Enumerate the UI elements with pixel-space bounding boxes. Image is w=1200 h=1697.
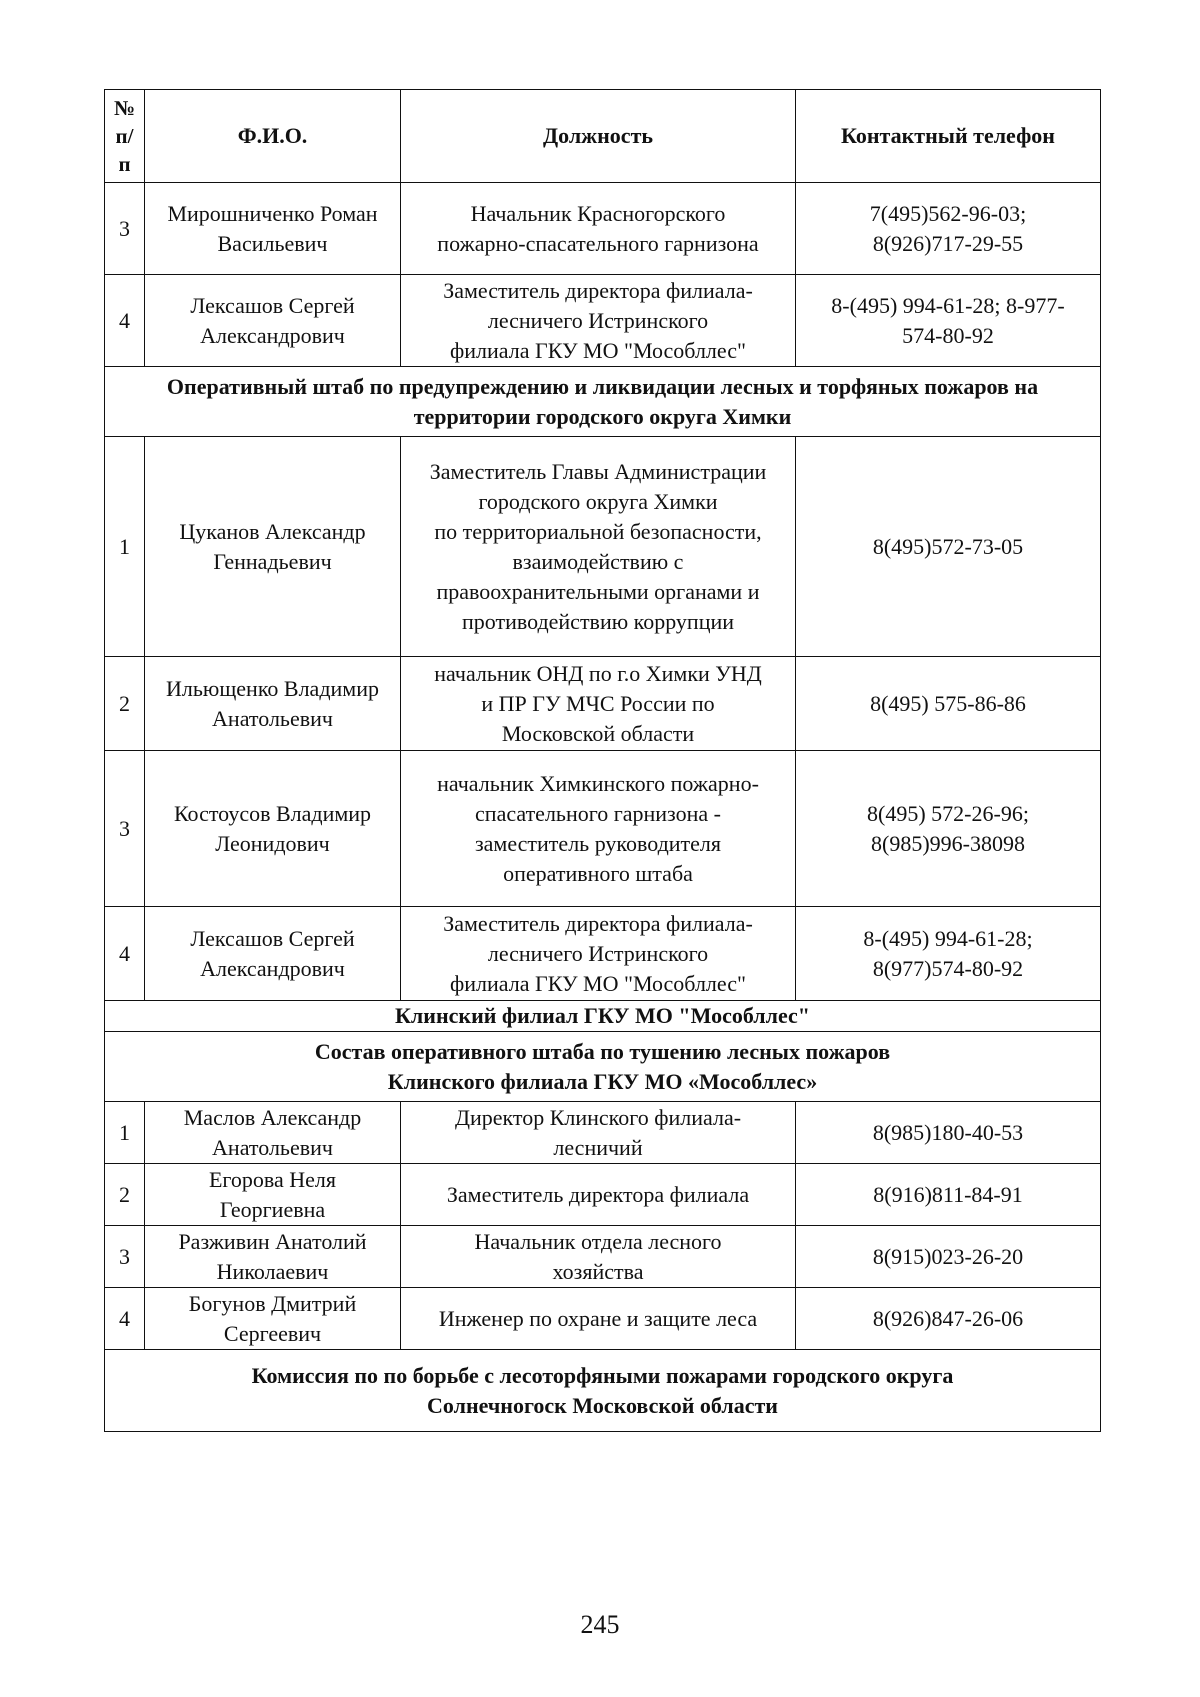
row-position: Директор Клинского филиала- лесничий — [401, 1102, 796, 1164]
section-row — [105, 1350, 1101, 1432]
section-row — [105, 367, 1101, 437]
row-phone: 8(985)180-40-53 — [796, 1102, 1101, 1164]
section-heading-khimki: Оперативный штаб по предупреждению и ликвидации лесных и торфяных пожаров на территории городского округа Химки — [105, 367, 1101, 437]
row-number: 2 — [105, 657, 145, 751]
header-phone: Контактный телефон — [796, 90, 1101, 183]
row-position: начальник Химкинского пожарно- спасательного гарнизона - заместитель руководителя оперативного штаба — [401, 751, 796, 907]
row-position: Инженер по охране и защите леса — [401, 1288, 796, 1350]
header-name: Ф.И.О. — [145, 90, 401, 183]
row-phone: 8(495) 575-86-86 — [796, 657, 1101, 751]
section-heading-klin-staff: Состав оперативного штаба по тушению лесных пожаров Клинского филиала ГКУ МО «Мособллес» — [105, 1032, 1101, 1102]
page-number: 245 — [580, 1610, 620, 1639]
row-phone: 8(915)023-26-20 — [796, 1226, 1101, 1288]
row-number: 4 — [105, 1288, 145, 1350]
row-name: Цуканов Александр Геннадьевич — [145, 437, 401, 657]
row-name: Егорова Неля Георгиевна — [145, 1164, 401, 1226]
header-number: № п/ п — [105, 90, 145, 183]
row-name: Лексашов Сергей Александрович — [145, 907, 401, 1001]
row-name: Маслов Александр Анатольевич — [145, 1102, 401, 1164]
row-position: Заместитель Главы Администрации городского округа Химки по территориальной безопасности, взаимодействию с правоохранительными органами и противодействию коррупции — [401, 437, 796, 657]
row-phone: 8(916)811-84-91 — [796, 1164, 1101, 1226]
row-number: 3 — [105, 1226, 145, 1288]
section-row — [105, 1001, 1101, 1032]
section-heading-solnechnogorsk: Комиссия по по борьбе с лесоторфяными пожарами городского округа Солнечногоск Московской области — [105, 1350, 1101, 1432]
row-name: Разживин Анатолий Николаевич — [145, 1226, 401, 1288]
row-position: Начальник Красногорского пожарно-спасательного гарнизона — [401, 183, 796, 275]
table-row — [105, 183, 1101, 275]
row-name: Богунов Дмитрий Сергеевич — [145, 1288, 401, 1350]
header-position: Должность — [401, 90, 796, 183]
row-position: Начальник отдела лесного хозяйства — [401, 1226, 796, 1288]
row-name: Лексашов Сергей Александрович — [145, 275, 401, 367]
row-phone: 8-(495) 994-61-28; 8(977)574-80-92 — [796, 907, 1101, 1001]
table-row — [105, 437, 1101, 657]
table-row — [105, 657, 1101, 751]
row-phone: 8(495) 572-26-96; 8(985)996-38098 — [796, 751, 1101, 907]
row-phone: 8(495)572-73-05 — [796, 437, 1101, 657]
table-row — [105, 1164, 1101, 1226]
table-header-row — [105, 90, 1101, 183]
row-name: Костоусов Владимир Леонидович — [145, 751, 401, 907]
section-heading-klin-branch: Клинский филиал ГКУ МО "Мособллес" — [105, 1001, 1101, 1032]
table-row — [105, 275, 1101, 367]
row-position: Заместитель директора филиала- лесничего Истринского филиала ГКУ МО "Мособллес" — [401, 907, 796, 1001]
row-name: Ильющенко Владимир Анатольевич — [145, 657, 401, 751]
row-phone: 8(926)847-26-06 — [796, 1288, 1101, 1350]
table-row — [105, 1288, 1101, 1350]
row-number: 1 — [105, 437, 145, 657]
row-number: 2 — [105, 1164, 145, 1226]
row-number: 4 — [105, 275, 145, 367]
row-position: Заместитель директора филиала — [401, 1164, 796, 1226]
row-number: 1 — [105, 1102, 145, 1164]
contacts-table — [104, 89, 1101, 1432]
row-number: 4 — [105, 907, 145, 1001]
table-row — [105, 1102, 1101, 1164]
table-row — [105, 1226, 1101, 1288]
row-number: 3 — [105, 751, 145, 907]
row-phone: 8-(495) 994-61-28; 8-977- 574-80-92 — [796, 275, 1101, 367]
table-row — [105, 907, 1101, 1001]
table-row — [105, 751, 1101, 907]
section-row — [105, 1032, 1101, 1102]
row-position: начальник ОНД по г.о Химки УНД и ПР ГУ МЧС России по Московской области — [401, 657, 796, 751]
row-number: 3 — [105, 183, 145, 275]
row-name: Мирошниченко Роман Васильевич — [145, 183, 401, 275]
row-position: Заместитель директора филиала- лесничего Истринского филиала ГКУ МО "Мособллес" — [401, 275, 796, 367]
row-phone: 7(495)562-96-03; 8(926)717-29-55 — [796, 183, 1101, 275]
